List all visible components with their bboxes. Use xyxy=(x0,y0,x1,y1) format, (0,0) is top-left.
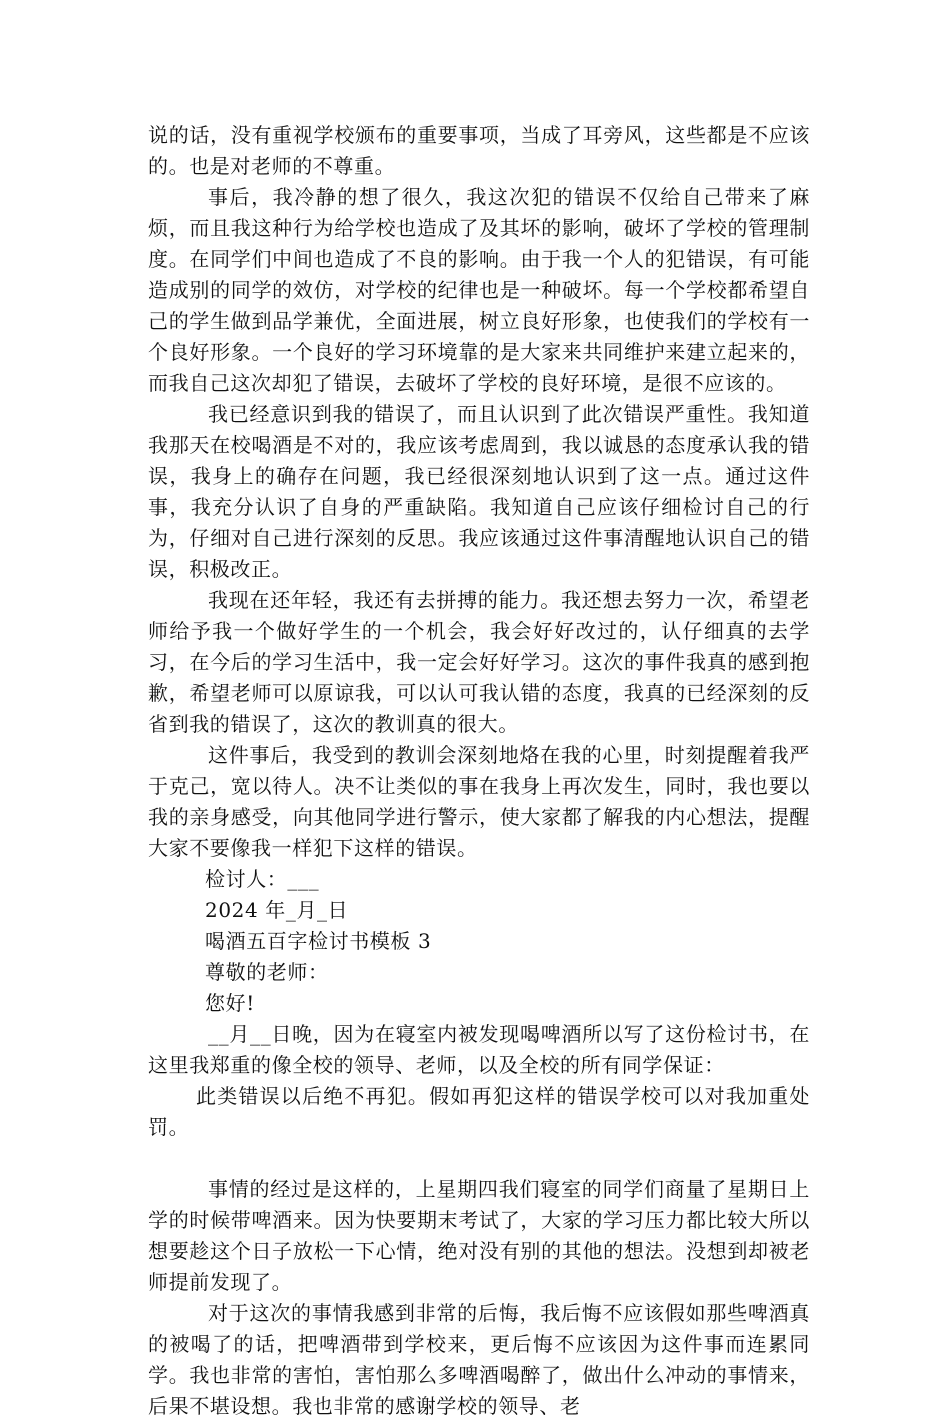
section-title: 喝酒五百字检讨书模板 3 xyxy=(205,929,432,953)
paragraph-account: 事情的经过是这样的，上星期四我们寝室的同学们商量了星期日上学的时候带啤酒来。因为快要期末考试了，大家的学习压力都比较大所以想要趁这个日子放松一下心情，绝对没有别的其他的想法。没想到却被老师提前发现了。 xyxy=(148,1177,810,1294)
salutation: 尊敬的老师： xyxy=(205,960,329,984)
signature-line: 检讨人：___ xyxy=(205,867,320,891)
paragraph-consequences: 事后，我冷静的想了很久，我这次犯的错误不仅给自己带来了麻烦，而且我这种行为给学校也造成了及其坏的影响，破坏了学校的管理制度。在同学们中间也造成了不良的影响。由于我一个人的犯错误，有可能造成别的同学的效仿，对学校的纪律也是一种破坏。每一个学校都希望自己的学生做到品学兼优，全面进展，树立良好形象，也使我们的学校有一个良好形象。一个良好的学习环境靠的是大家来共同维护来建立起来的，而我自己这次却犯了错误，去破坏了学校的良好环境，是很不应该的。 xyxy=(148,185,810,395)
greeting: 您好! xyxy=(205,991,255,1015)
blank-line xyxy=(148,1143,810,1174)
document-body xyxy=(148,120,810,1422)
date-line: 2024 年_月_日 xyxy=(205,898,349,922)
paragraph-lesson: 这件事后，我受到的教训会深刻地烙在我的心里，时刻提醒着我严于克己，宽以待人。决不让类似的事在我身上再次发生，同时，我也要以我的亲身感受，向其他同学进行警示，使大家都了解我的内心想法，提醒大家不要像我一样犯下这样的错误。 xyxy=(148,743,810,860)
paragraph-opening: __月__日晚，因为在寝室内被发现喝啤酒所以写了这份检讨书，在这里我郑重的像全校的领导、老师，以及全校的所有同学保证： xyxy=(148,1022,810,1077)
paragraph-regret: 对于这次的事情我感到非常的后悔，我后悔不应该假如那些啤酒真的被喝了的话，把啤酒带到学校来，更后悔不应该因为这件事而连累同学。我也非常的害怕，害怕那么多啤酒喝醉了，做出什么冲动的事情来，后果不堪设想。我也非常的感谢学校的领导、老 xyxy=(148,1301,810,1418)
paragraph-promise: 我现在还年轻，我还有去拼搏的能力。我还想去努力一次，希望老师给予我一个做好学生的一个机会，我会好好改过的，认仔细真的去学习，在今后的学习生活中，我一定会好好学习。这次的事件我真的感到抱歉，希望老师可以原谅我，可以认可我认错的态度，我真的已经深刻的反省到我的错误了，这次的教训真的很大。 xyxy=(148,588,810,736)
paragraph-realization: 我已经意识到我的错误了，而且认识到了此次错误严重性。我知道我那天在校喝酒是不对的，我应该考虑周到，我以诚恳的态度承认我的错误，我身上的确存在问题，我已经很深刻地认识到了这一点。通过这件事，我充分认识了自身的严重缺陷。我知道自己应该仔细检讨自己的行为，仔细对自己进行深刻的反思。我应该通过这件事清醒地认识自己的错误，积极改正。 xyxy=(148,402,810,581)
paragraph-continuation: 说的话，没有重视学校颁布的重要事项，当成了耳旁风，这些都是不应该的。也是对老师的不尊重。 xyxy=(148,123,810,178)
paragraph-pledge: 此类错误以后绝不再犯。假如再犯这样的错误学校可以对我加重处罚。 xyxy=(148,1084,810,1139)
